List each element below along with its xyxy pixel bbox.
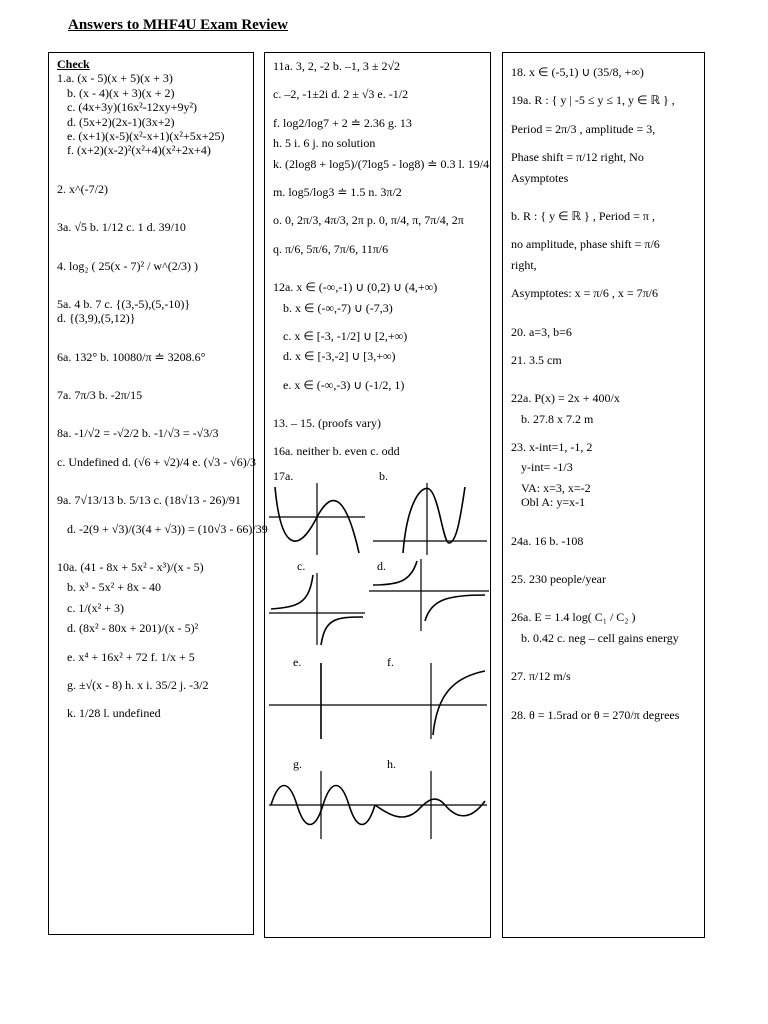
graph-label-17e: e. — [293, 654, 302, 669]
answer-12a: 12a. x ∈ (-∞,-1) ∪ (0,2) ∪ (4,+∞) — [273, 280, 438, 295]
answer-21: 21. 3.5 cm — [511, 352, 562, 367]
answer-3: 3a. √5 b. 1/12 c. 1 d. 39/10 — [57, 220, 186, 235]
answer-16: 16a. neither b. even c. odd — [273, 444, 400, 459]
answer-10a: 10a. (41 - 8x + 5x² - x³)/(x - 5) — [57, 560, 204, 575]
answer-19b-phase: no amplitude, phase shift = π/6 — [511, 237, 660, 252]
graph-label-17a: 17a. — [273, 468, 294, 483]
answer-19a-period: Period = 2π/3 , amplitude = 3, — [511, 121, 656, 136]
graph-17a — [269, 483, 365, 555]
answer-4: 4. log₂ ( 25(x - 7)² / w^(2/3) ) — [57, 258, 199, 273]
answer-1b: b. (x - 4)(x + 3)(x + 2) — [67, 85, 175, 100]
answer-19a-phase: Phase shift = π/12 right, No — [511, 150, 644, 165]
answer-11k: k. (2log8 + log5)/(7log5 - log8) ≐ 0.3 l. 19/4 — [273, 156, 490, 171]
answer-8a: 8a. -1/√2 = -√2/2 b. -1/√3 = -√3/3 — [57, 426, 219, 441]
answer-19b-asymptotes: Asymptotes: x = π/6 , x = 7π/6 — [511, 286, 658, 301]
graphs-17c-17d — [273, 559, 482, 645]
answer-1f: f. (x+2)(x-2)²(x²+4)(x²+2x+4) — [67, 143, 211, 158]
answer-12d: d. x ∈ [-3,-2] ∪ [3,+∞) — [283, 349, 396, 364]
answer-26b: b. 0.42 c. neg – cell gains energy — [521, 630, 679, 645]
check-heading: Check — [57, 57, 90, 71]
graph-label-17c: c. — [297, 558, 306, 573]
answer-19a: 19a. R : { y | -5 ≤ y ≤ 1, y ∈ ℝ } , — [511, 93, 675, 108]
graphs-17a-17b — [273, 469, 482, 555]
answer-1e: e. (x+1)(x-5)(x²-x+1)(x²+5x+25) — [67, 128, 225, 143]
graph-label-17h: h. — [387, 756, 396, 771]
answer-9a: 9a. 7√13/13 b. 5/13 c. (18√13 - 26)/91 — [57, 493, 241, 508]
answer-10b: b. x³ - 5x² + 8x - 40 — [67, 580, 161, 595]
answer-8c: c. Undefined d. (√6 + √2)/4 e. (√3 - √6)/3 — [57, 454, 257, 469]
answer-10e: e. x⁴ + 16x² + 72 f. 1/x + 5 — [67, 649, 195, 664]
answer-27: 27. π/12 m/s — [511, 669, 571, 684]
answer-7: 7a. 7π/3 b. -2π/15 — [57, 388, 143, 403]
answer-1d: d. (5x+2)(2x-1)(3x+2) — [67, 114, 175, 129]
answer-10g: g. ±√(x - 8) h. x i. 35/2 j. -3/2 — [67, 677, 209, 692]
graph-17e-17f-axes — [269, 663, 487, 739]
graph-17g-17h — [269, 771, 487, 839]
answer-11m: m. log5/log3 ≐ 1.5 n. 3π/2 — [273, 184, 402, 199]
answers-column-2 — [264, 52, 491, 938]
answer-12c: c. x ∈ [-3, -1/2] ∪ [2,+∞) — [283, 328, 408, 343]
answers-column-3 — [502, 52, 705, 938]
answer-26a: 26a. E = 1.4 log( C₁ / C₂ ) — [511, 610, 636, 625]
answer-22b: b. 27.8 x 7.2 m — [521, 411, 594, 426]
graph-label-17b: b. — [379, 468, 388, 483]
graph-label-17g: g. — [293, 756, 302, 771]
answer-12b: b. x ∈ (-∞,-7) ∪ (-7,3) — [283, 300, 393, 315]
graph-label-17d: d. — [377, 558, 386, 573]
graph-17d — [369, 559, 489, 631]
graph-17c — [269, 573, 365, 645]
answer-2: 2. x^(-7/2) — [57, 181, 108, 196]
answer-10c: c. 1/(x² + 3) — [67, 600, 125, 615]
answer-23: 23. x-int=1, -1, 2 — [511, 440, 593, 455]
page-title: Answers to MHF4U Exam Review — [68, 17, 288, 33]
answer-9d: d. -2(9 + √3)/(3(4 + √3)) = (10√3 - 66)/39 — [67, 521, 268, 536]
answer-24: 24a. 16 b. -108 — [511, 533, 584, 548]
graphs-17e-17f — [273, 655, 482, 741]
answer-11h: h. 5 i. 6 j. no solution — [273, 136, 376, 151]
answers-column-1 — [48, 52, 268, 935]
answer-19b-right: right, — [511, 257, 537, 272]
answer-1c: c. (4x+3y)(16x²-12xy+9y²) — [67, 100, 198, 115]
answer-5d: d. {(3,9),(5,12)} — [57, 311, 136, 326]
graph-label-17f: f. — [387, 654, 394, 669]
answer-6: 6a. 132° b. 10080/π ≐ 3208.6° — [57, 349, 206, 364]
answer-28: 28. θ = 1.5rad or θ = 270/π degrees — [511, 707, 680, 722]
answer-13: 13. – 15. (proofs vary) — [273, 416, 381, 431]
answer-22a: 22a. P(x) = 2x + 400/x — [511, 391, 620, 406]
answer-10k: k. 1/28 l. undefined — [67, 706, 161, 721]
answer-20: 20. a=3, b=6 — [511, 324, 572, 339]
graph-17b — [373, 483, 487, 555]
answer-19b: b. R : { y ∈ ℝ } , Period = π , — [511, 208, 655, 223]
answer-18: 18. x ∈ (-5,1) ∪ (35/8, +∞) — [511, 65, 644, 79]
answer-23-va: VA: x=3, x=-2 — [521, 480, 591, 495]
answer-23-oblique: Obl A: y=x-1 — [521, 495, 586, 510]
answer-11a: 11a. 3, 2, -2 b. –1, 3 ± 2√2 — [273, 59, 401, 73]
answer-11f: f. log2/log7 + 2 ≐ 2.36 g. 13 — [273, 115, 412, 130]
answer-5a: 5a. 4 b. 7 c. {(3,-5),(5,-10)} — [57, 296, 191, 311]
answer-1a: 1.a. (x - 5)(x + 5)(x + 3) — [57, 71, 173, 86]
answer-25: 25. 230 people/year — [511, 572, 606, 587]
answer-11o: o. 0, 2π/3, 4π/3, 2π p. 0, π/4, π, 7π/4, 2π — [273, 213, 464, 228]
answer-19a-asymptotes: Asymptotes — [511, 170, 569, 185]
graphs-17g-17h — [273, 757, 482, 843]
answer-23-yint: y-int= -1/3 — [521, 460, 573, 475]
answer-12e: e. x ∈ (-∞,-3) ∪ (-1/2, 1) — [283, 377, 405, 392]
answer-11q: q. π/6, 5π/6, 7π/6, 11π/6 — [273, 241, 389, 256]
answer-10d: d. (8x² - 80x + 201)/(x - 5)² — [67, 621, 199, 636]
answer-11c: c. –2, -1±2i d. 2 ± √3 e. -1/2 — [273, 87, 409, 102]
